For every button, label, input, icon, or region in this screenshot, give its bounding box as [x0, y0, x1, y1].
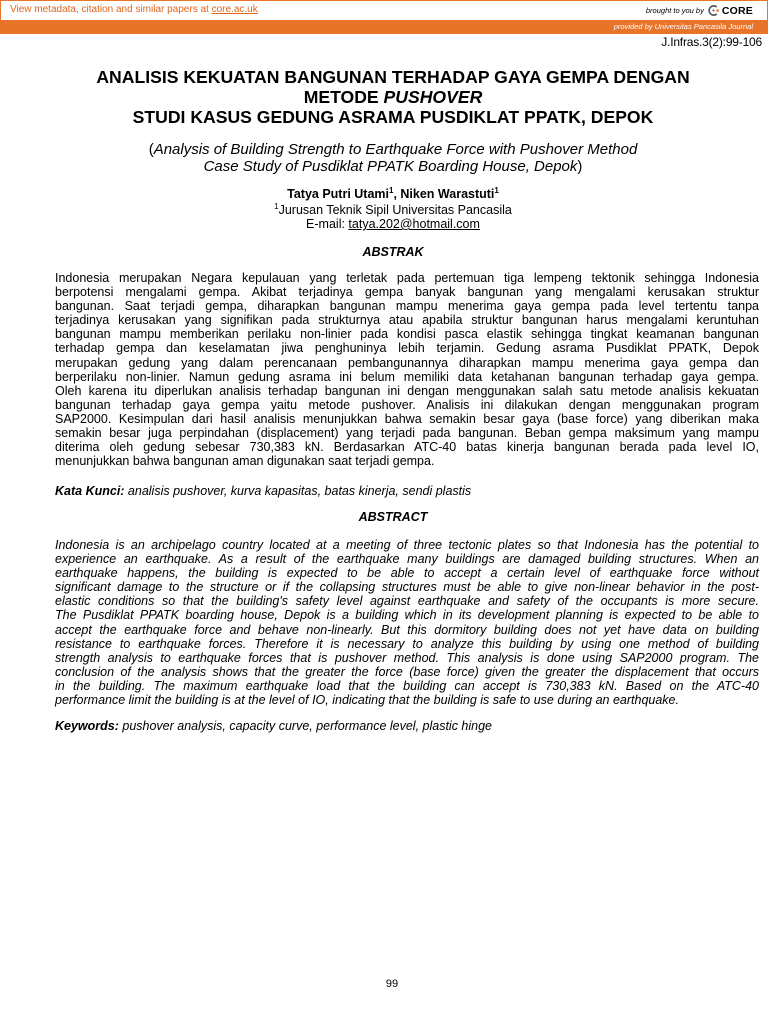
subtitle-line-1	[55, 141, 731, 158]
author-list	[55, 187, 731, 201]
paragraph-line: SAP2000. Kesimpulan dari hasil analisis menunjukkan bahwa semakin besar gaya (base force) yang diberikan maka	[55, 411, 759, 426]
paragraph-line: diterima oleh gedung sebesar 730,383 kN. Berdasarkan ATC-40 batas kinerja bangunan berada pada level IO,	[55, 440, 759, 455]
page-number: 99	[385, 978, 399, 990]
paragraph-line: terhadap gempa dan keselamatan jiwa penghuninya lebih terjamin. Gedung asrama Pusdiklat PPATK, Depok	[55, 341, 759, 356]
core-logo-icon	[707, 4, 720, 17]
core-banner	[0, 0, 768, 34]
author-affiliation-mark: 1	[494, 185, 499, 195]
paper-title	[55, 67, 731, 127]
paragraph-line: merupakan gedung yang dalam perencanaan pembangunannya diharapkan mampu menerima gaya gempa dan	[55, 355, 759, 370]
paragraph-line: earthquake happens, the building is expected to be able to accept a certain level of earthquake force without	[55, 566, 759, 581]
paragraph-line: bangunan. Saat terjadi gempa, diharapkan bangunan mampu menerima gaya gempa pada level tertentu tanpa	[55, 299, 759, 314]
email-label: E-mail:	[306, 217, 349, 231]
paragraph-line: Oleh karena itu diperlukan analisis terhadap bangunan ini dengan menggunakan salah satu metode analisis kekuatan	[55, 383, 759, 398]
author-name: Niken Warastuti	[400, 187, 495, 201]
paragraph-line: bangunan terhadap gaya gempa yaitu metode pushover. Analisis ini dilakukan dengan menggunakan program	[55, 397, 759, 412]
kata-kunci-text: analisis pushover, kurva kapasitas, batas kinerja, sendi plastis	[124, 484, 472, 498]
abstract-heading: ABSTRACT	[358, 510, 428, 524]
title-line-1: ANALISIS KEKUATAN BANGUNAN TERHADAP GAYA GEMPA DENGAN	[96, 67, 690, 87]
paragraph-line: berpotensi mengalami gempa. Akibat terjadinya gempa banyak bangunan yang mengalami kerusakan struktur	[55, 285, 759, 300]
keywords-label: Keywords:	[55, 719, 119, 733]
author-affiliation-mark: 1	[389, 185, 394, 195]
kata-kunci-label: Kata Kunci:	[55, 484, 125, 498]
paragraph-line: Indonesia merupakan Negara kepulauan yang terletak pada pertemuan tiga lempeng tektonik sehingga Indonesia	[55, 271, 759, 285]
paragraph-line: The Pusdiklat PPATK boarding house, Depok is a building which in its development planning is expected to be able to	[55, 608, 759, 623]
keywords-text: pushover analysis, capacity curve, performance level, plastic hinge	[118, 719, 493, 733]
author-name: Tatya Putri Utami	[287, 187, 389, 201]
paragraph-line: elastic conditions so that the building's safety level against earthquake and safety of the occupants is more secure.	[55, 594, 759, 609]
core-link[interactable]: core.ac.uk	[211, 4, 258, 15]
journal-reference: J.Infras.3(2):99-106	[661, 35, 762, 49]
paragraph-line: accept the earthquake force and behave non-linearly. But this dormitory building does not yet have data on building	[55, 622, 759, 637]
keywords	[55, 719, 759, 733]
title-line-2-italic: PUSHOVER	[383, 87, 483, 107]
paragraph-line: menunjukkan bahwa bangunan aman digunakan saat terjadi gempa.	[55, 454, 435, 469]
affiliation-mark: 1	[274, 201, 279, 211]
paragraph-line: in the building. The maximum earthquake load that the building can accept is 730,383 kN. Based on the ATC-40	[55, 678, 759, 693]
subtitle-line-1-text: Analysis of Building Strength to Earthquake Force with Pushover Method	[153, 140, 638, 158]
metadata-notice	[10, 4, 258, 15]
title-line-2	[55, 87, 731, 107]
affiliation-text: Jurusan Teknik Sipil Universitas Pancasila	[278, 203, 512, 217]
core-brand[interactable]	[646, 3, 753, 18]
title-line-2-prefix: METODE	[303, 87, 384, 107]
paragraph-line: significant damage to the structure or if the collapsing structures must be able to give non-linear behavior in the post-	[55, 580, 759, 595]
subtitle-close-paren: )	[577, 157, 583, 175]
abstrak-heading: ABSTRAK	[362, 245, 424, 259]
affiliation	[55, 203, 731, 217]
paragraph-line: conclusion of the analysis shows that the greater the force (base force) given the greater the displacement that occurs	[55, 664, 759, 679]
provided-by-text: provided by Universitas Pancasila Journal	[613, 22, 753, 31]
paragraph-line: resistance to earthquake forces. Therefore it is necessary to analyze this building by using one method of building	[55, 636, 759, 651]
title-line-3: STUDI KASUS GEDUNG ASRAMA PUSDIKLAT PPATK, DEPOK	[132, 107, 654, 127]
email-link[interactable]: tatya.202@hotmail.com	[348, 217, 480, 231]
paragraph-line: strength analysis to earthquake forces that is pushover method. This analysis is done using SAP2000 program. The	[55, 650, 759, 665]
metadata-text: View metadata, citation and similar papers at	[10, 4, 212, 15]
paragraph-line: experience an earthquake. As a result of the earthquake many buildings are damaged building structures. When an	[55, 552, 759, 567]
paper-subtitle	[55, 141, 731, 175]
abstract-paragraph	[55, 538, 759, 707]
contact-email	[55, 217, 731, 231]
banner-top-row	[1, 1, 767, 20]
paragraph-line: Indonesia is an archipelago country located at a meeting of three tectonic plates so that Indonesia has the potential to	[55, 538, 759, 552]
subtitle-open-paren: (	[148, 140, 154, 158]
subtitle-line-2	[55, 158, 731, 175]
paragraph-line: berperilaku non-linier. Namun gedung asrama ini belum memiliki data ketahanan bangunan terhadap gaya gempa.	[55, 369, 759, 384]
paragraph-line: terjadinya kerusakan yang signifikan pada strukturnya atau apabila struktur bangunan harus mengalami keruntuhan	[55, 313, 759, 328]
paragraph-line: semakin besar juga perpindahan (displacement) yang terjadi pada bangunan. Beban gempa maksimum yang mampu	[55, 426, 759, 441]
paragraph-line: bangunan mampu memberikan perilaku non-linier pada kondisi pasca elastik sehingga tingkat keamanan bangunan	[55, 327, 759, 342]
brought-to-you-label: brought to you by	[645, 6, 704, 15]
banner-provider-row	[1, 20, 767, 33]
kata-kunci	[55, 484, 759, 498]
subtitle-line-2-text: Case Study of Pusdiklat PPATK Boarding House, Depok	[203, 157, 578, 175]
paragraph-line: performance limit the building is at the level of IO, indicating that the building is safe to use during an earthquake.	[55, 693, 679, 708]
abstrak-paragraph	[55, 271, 759, 468]
author-separator: ,	[393, 187, 401, 201]
core-label: CORE	[721, 4, 753, 17]
